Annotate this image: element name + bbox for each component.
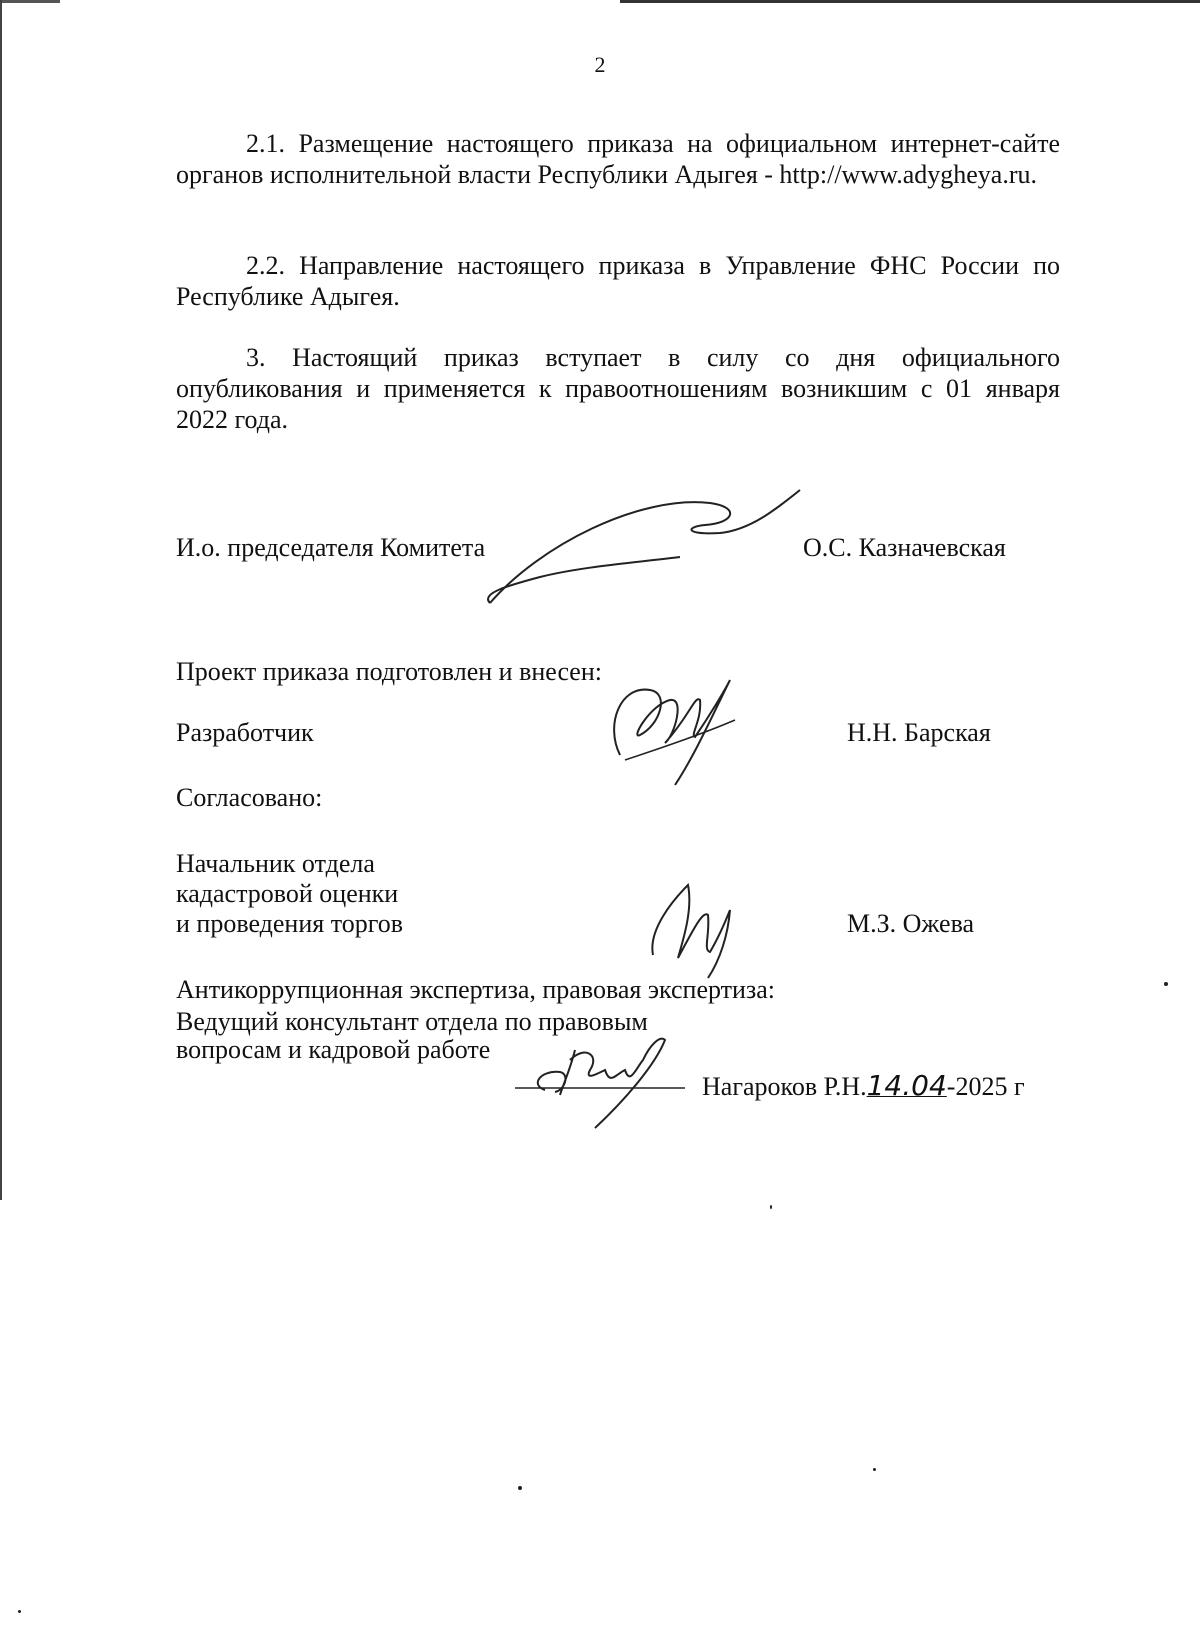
expertise-name: Нагароков Р.Н.14.04-2025 г: [702, 1069, 1025, 1102]
scan-speck: [873, 1468, 876, 1471]
project-note: Проект приказа подготовлен и внесен:: [176, 657, 602, 686]
paragraph-2-2: 2.2. Направление настоящего приказа в Управление ФНС России по Республике Адыгея.: [176, 251, 1060, 311]
head-signature: [648, 880, 748, 980]
scan-speck: [1164, 982, 1168, 986]
expertise-title: Антикоррупционная экспертиза, правовая экспертиза:: [176, 975, 775, 1004]
chair-position: И.о. председателя Комитета: [176, 533, 486, 562]
scan-speck: [518, 1486, 522, 1490]
head-role-line-1: Начальник отдела: [176, 849, 375, 878]
scan-edge-top: [0, 0, 1200, 3]
agreed-label: Согласовано:: [176, 783, 323, 812]
developer-role: Разработчик: [176, 718, 314, 747]
handwritten-date: 14.04: [866, 1069, 947, 1102]
paragraph-3: 3. Настоящий приказ вступает в силу со дня официального опубликования и применяется к правоотношениям возникшим с 01 января 2022 года.: [176, 343, 1060, 434]
head-role-line-3: и проведения торгов: [176, 909, 404, 938]
expertise-signature: [515, 1030, 685, 1130]
scan-speck: [770, 1205, 772, 1209]
head-role-line-2: кадастровой оценки: [176, 879, 399, 908]
scan-speck: [18, 1610, 21, 1613]
page-number: 2: [594, 52, 606, 77]
developer-signature: [600, 665, 750, 795]
paragraph-2-1: 2.1. Размещение настоящего приказа на официальном интернет-сайте органов исполнительной власти Республики Адыгея - http://www.adygheya.ru.: [176, 129, 1060, 189]
chair-name: О.С. Казначевская: [803, 533, 1006, 562]
expertise-role-line-2: вопросам и кадровой работе: [176, 1035, 491, 1064]
scan-edge-left: [0, 0, 2, 1200]
expertise-role-line-1: Ведущий консультант отдела по правовым: [176, 1007, 648, 1036]
signature-line: [515, 1086, 685, 1092]
head-name: М.З. Ожева: [847, 909, 975, 938]
developer-name: Н.Н. Барская: [847, 718, 991, 747]
chair-signature: [480, 485, 810, 615]
